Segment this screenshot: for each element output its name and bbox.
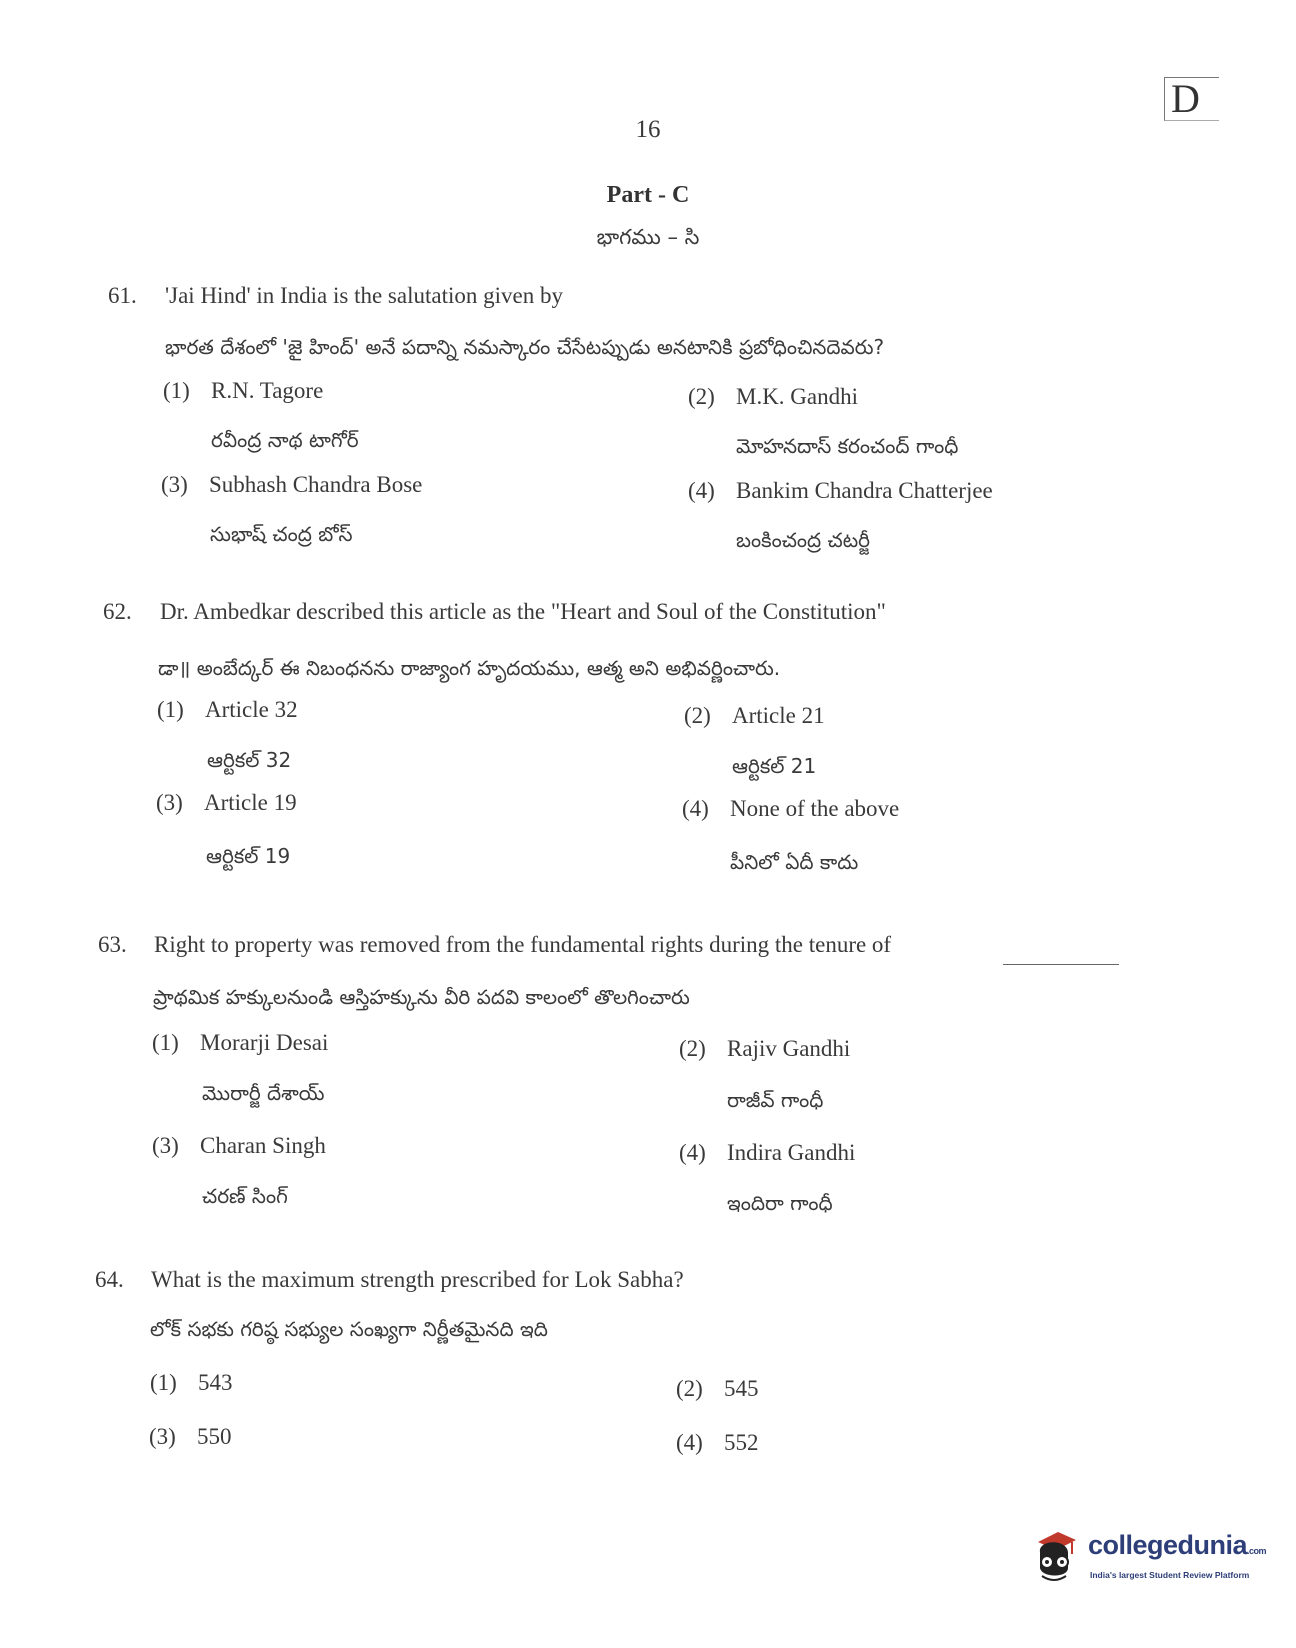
option-3-telugu: సుభాష్ చంద్ర బోస్ — [210, 522, 353, 546]
option-2-telugu: మోహనదాస్ కరంచంద్ గాంధీ — [736, 434, 959, 458]
option-text: Morarji Desai — [200, 1030, 329, 1055]
option-3 — [149, 1424, 232, 1450]
option-text: 550 — [197, 1424, 232, 1449]
option-text: Article 21 — [732, 703, 825, 728]
collegedunia-logo — [1030, 1526, 1267, 1596]
option-4 — [679, 1140, 855, 1166]
question-text: What is the maximum strength prescribed for Lok Sabha? — [151, 1267, 684, 1292]
option-text: Bankim Chandra Chatterjee — [736, 478, 993, 503]
option-text: 545 — [724, 1376, 759, 1401]
option-2 — [688, 384, 858, 410]
option-text: Subhash Chandra Bose — [209, 472, 423, 497]
option-2 — [676, 1376, 759, 1402]
part-title: Part - C — [606, 182, 690, 208]
logo-suffix: .com — [1247, 1546, 1267, 1556]
option-number: (3) — [149, 1424, 176, 1449]
question-text: 'Jai Hind' in India is the salutation given by — [165, 283, 563, 308]
logo-brand: collegedunia — [1088, 1530, 1248, 1560]
option-text: Rajiv Gandhi — [727, 1036, 851, 1061]
option-number: (1) — [157, 697, 184, 722]
option-number: (4) — [688, 478, 715, 503]
option-number: (2) — [679, 1036, 706, 1061]
option-3 — [161, 472, 422, 498]
option-4 — [682, 796, 899, 822]
option-text: 543 — [198, 1370, 233, 1395]
option-1-telugu: రవీంద్ర నాథ టాగోర్ — [211, 428, 359, 452]
option-number: (2) — [688, 384, 715, 409]
option-3-telugu: ఆర్టికల్ 19 — [206, 844, 291, 868]
option-4-telugu: పీనిలో ఏదీ కాదు — [730, 850, 859, 874]
logo-tagline: India's largest Student Review Platform — [1090, 1570, 1250, 1580]
question-text-telugu: లోక్ సభకు గరిష్ఠ సభ్యుల సంఖ్యగా నిర్ణీతమైనది ఇది — [150, 1317, 548, 1341]
question-text: Dr. Ambedkar described this article as the "Heart and Soul of the Constitution" — [160, 599, 886, 624]
question-number: 62. — [103, 599, 132, 624]
option-3 — [156, 790, 297, 816]
option-1-telugu: ఆర్టికల్ 32 — [207, 748, 292, 772]
option-1 — [150, 1370, 233, 1396]
option-number: (3) — [156, 790, 183, 815]
option-text: Article 32 — [205, 697, 298, 722]
option-4-telugu: ఇందిరా గాంధీ — [727, 1191, 833, 1215]
set-code: D — [1171, 76, 1200, 121]
option-number: (3) — [161, 472, 188, 497]
option-4 — [676, 1430, 759, 1456]
question-number: 63. — [98, 932, 127, 957]
option-1-telugu: మొరార్జీ దేశాయ్ — [202, 1081, 325, 1105]
answer-blank-line — [1003, 964, 1119, 965]
option-3 — [152, 1133, 326, 1159]
question-text-telugu: డా॥ అంబేద్కర్ ఈ నిబంధనను రాజ్యాంగ హృదయము, ఆత్మ అని అభివర్ణించారు. — [158, 656, 781, 680]
option-number: (1) — [150, 1370, 177, 1395]
option-number: (1) — [152, 1030, 179, 1055]
logo-wordmark — [1088, 1530, 1266, 1561]
option-number: (4) — [676, 1430, 703, 1455]
option-2 — [679, 1036, 850, 1062]
option-number: (2) — [684, 703, 711, 728]
option-text: 552 — [724, 1430, 759, 1455]
option-text: Charan Singh — [200, 1133, 326, 1158]
option-3-telugu: చరణ్ సింగ్ — [202, 1184, 288, 1208]
option-4-telugu: బంకించంద్ర చటర్జీ — [736, 528, 871, 552]
option-2 — [684, 703, 825, 729]
question-text-telugu: భారత దేశంలో 'జై హింద్' అనే పదాన్ని నమస్కారం చేసేటప్పుడు అనటానికి ప్రబోధించినదెవరు? — [165, 335, 885, 359]
option-1 — [152, 1030, 328, 1056]
option-number: (4) — [679, 1140, 706, 1165]
set-code-box — [1164, 77, 1219, 121]
option-text: R.N. Tagore — [211, 378, 324, 403]
question-number: 61. — [108, 283, 137, 308]
part-subtitle-telugu: భాగము – సి — [596, 225, 700, 249]
option-number: (2) — [676, 1376, 703, 1401]
option-text: Indira Gandhi — [727, 1140, 856, 1165]
question-number: 64. — [95, 1267, 124, 1292]
option-1 — [157, 697, 298, 723]
page-number: 16 — [635, 116, 661, 143]
option-number: (4) — [682, 796, 709, 821]
option-text: M.K. Gandhi — [736, 384, 859, 409]
option-2-telugu: రాజీవ్ గాంధీ — [727, 1088, 824, 1112]
option-2-telugu: ఆర్టికల్ 21 — [732, 754, 817, 778]
option-4 — [688, 478, 993, 504]
mascot-icon — [1032, 1530, 1078, 1586]
option-text: None of the above — [730, 796, 900, 821]
option-text: Article 19 — [204, 790, 297, 815]
option-number: (1) — [163, 378, 190, 403]
question-text: Right to property was removed from the fundamental rights during the tenure of — [154, 932, 892, 957]
option-1 — [163, 378, 323, 404]
option-number: (3) — [152, 1133, 179, 1158]
question-text-telugu: ప్రాథమిక హక్కులనుండి ఆస్తిహక్కును వీరి పదవి కాలంలో తొలగించారు — [153, 985, 690, 1009]
